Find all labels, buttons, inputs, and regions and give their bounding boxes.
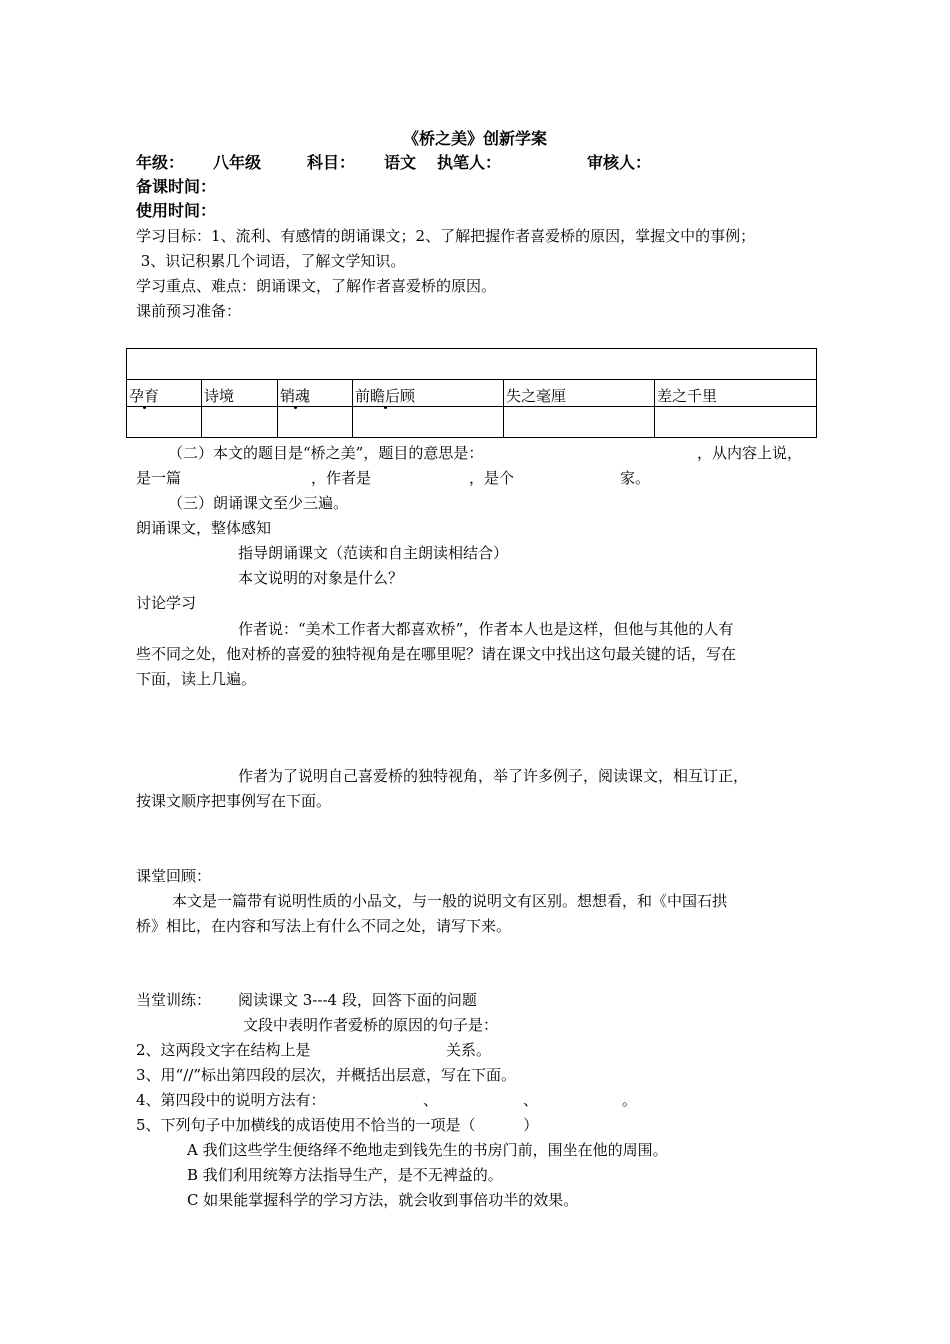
subject-label: 科目： bbox=[307, 153, 356, 172]
practice-option-b: B 我们利用统筹方法指导生产，是不无裨益的。 bbox=[187, 1166, 503, 1184]
section2-line2-a: 是一篇 bbox=[136, 469, 182, 487]
grade-value: 八年级 bbox=[213, 153, 262, 172]
vocab-answer-row bbox=[127, 407, 817, 438]
subject-value: 语文 bbox=[384, 153, 417, 172]
section2-line1-a: （二）本文的题目是“桥之美”，题目的意思是： bbox=[168, 444, 484, 462]
discussion-p2-line1: 作者为了说明自己喜爱桥的独特视角，举了许多例子，阅读课文，相互订正， bbox=[238, 767, 749, 785]
prep-time-label: 备课时间： bbox=[136, 177, 217, 196]
page-title: 《桥之美》创新学案 bbox=[402, 129, 547, 148]
practice-q4-d: 。 bbox=[622, 1091, 638, 1109]
reading-item1: 指导朗诵课文（范读和自主朗读相结合） bbox=[238, 544, 509, 562]
section3: （三）朗诵课文至少三遍。 bbox=[168, 494, 349, 512]
vocab-table-blank-cell[interactable] bbox=[127, 349, 817, 380]
vocab-word-text: 销魂 bbox=[280, 387, 311, 405]
practice-q2-a: 2、这两段文字在结构上是 bbox=[136, 1041, 311, 1059]
practice-q4-c: 、 bbox=[523, 1091, 539, 1109]
key-points: 学习重点、难点：朗诵课文，了解作者喜爱桥的原因。 bbox=[136, 277, 497, 295]
vocab-word bbox=[655, 380, 817, 407]
discussion-heading: 讨论学习 bbox=[136, 594, 197, 612]
practice-option-a: A 我们这些学生便络绎不绝地走到钱先生的书房门前，围坐在他的周围。 bbox=[187, 1141, 668, 1159]
discussion-p1-line2: 些不同之处，他对桥的喜爱的独特视角是在哪里呢？请在课文中找出这句最关键的话，写在 bbox=[136, 645, 737, 663]
grade-label: 年级： bbox=[136, 153, 185, 172]
discussion-p1-line3: 下面，读上几遍。 bbox=[136, 670, 257, 688]
review-heading: 课堂回顾： bbox=[136, 867, 212, 885]
review-line2: 桥》相比，在内容和写法上有什么不同之处，请写下来。 bbox=[136, 917, 512, 935]
practice-q3: 3、用“//”标出第四段的层次，并概括出层意，写在下面。 bbox=[136, 1066, 516, 1084]
reading-item2: 本文说明的对象是什么？ bbox=[238, 569, 404, 587]
reviewer-label: 审核人： bbox=[587, 153, 652, 172]
vocab-word-text: 失之毫厘 bbox=[506, 387, 567, 405]
vocab-table bbox=[126, 348, 817, 438]
practice-heading: 当堂训练： bbox=[136, 991, 212, 1009]
section2-line2-d: 家。 bbox=[620, 469, 651, 487]
vocab-word bbox=[127, 380, 202, 407]
vocab-word-row bbox=[127, 380, 817, 407]
vocab-table-header-row bbox=[127, 349, 817, 380]
vocab-word bbox=[202, 380, 278, 407]
practice-q1: 文段中表明作者爱桥的原因的句子是： bbox=[243, 1016, 499, 1034]
practice-q4-b: 、 bbox=[423, 1091, 439, 1109]
vocab-answer-cell[interactable] bbox=[353, 407, 504, 438]
vocab-word bbox=[278, 380, 353, 407]
practice-q2-b: 关系。 bbox=[446, 1041, 492, 1059]
vocab-word-text: 孕育 bbox=[129, 387, 160, 405]
practice-instruction: 阅读课文 3---4 段，回答下面的问题 bbox=[238, 991, 477, 1009]
practice-option-c: C 如果能掌握科学的学习方法，就会收到事倍功半的效果。 bbox=[187, 1191, 579, 1209]
section2-line2-b: ，作者是 bbox=[311, 469, 372, 487]
vocab-word-text: 前瞻后顾 bbox=[355, 387, 416, 405]
learning-goals-line2: 3、识记积累几个词语，了解文学知识。 bbox=[136, 252, 406, 270]
reading-heading: 朗诵课文，整体感知 bbox=[136, 519, 272, 537]
discussion-p1-line1: 作者说：“美术工作者大都喜欢桥”，作者本人也是这样，但他与其他的人有 bbox=[238, 620, 734, 638]
vocab-answer-cell[interactable] bbox=[504, 407, 655, 438]
section2-line1-b: ，从内容上说， bbox=[697, 444, 803, 462]
vocab-word-text: 诗境 bbox=[204, 387, 235, 405]
discussion-p2-line2: 按课文顺序把事例写在下面。 bbox=[136, 792, 332, 810]
vocab-answer-cell[interactable] bbox=[202, 407, 278, 438]
practice-q5: 5、下列句子中加横线的成语使用不恰当的一项是（ ） bbox=[136, 1116, 539, 1134]
writer-label: 执笔人： bbox=[437, 153, 502, 172]
learning-goals-line1: 学习目标：1、流利、有感情的朗诵课文；2、了解把握作者喜爱桥的原因，掌握文中的事例； bbox=[136, 227, 756, 245]
section2-line2-c: ，是个 bbox=[469, 469, 515, 487]
vocab-word bbox=[353, 380, 504, 407]
vocab-answer-cell[interactable] bbox=[655, 407, 817, 438]
vocab-word bbox=[504, 380, 655, 407]
vocab-answer-cell[interactable] bbox=[127, 407, 202, 438]
vocab-word-text: 差之千里 bbox=[657, 387, 718, 405]
use-time-label: 使用时间： bbox=[136, 201, 217, 220]
vocab-answer-cell[interactable] bbox=[278, 407, 353, 438]
review-line1: 本文是一篇带有说明性质的小品文，与一般的说明文有区别。想想看，和《中国石拱 bbox=[172, 892, 728, 910]
preview-heading: 课前预习准备： bbox=[136, 302, 242, 320]
practice-q4-a: 4、第四段中的说明方法有： bbox=[136, 1091, 326, 1109]
